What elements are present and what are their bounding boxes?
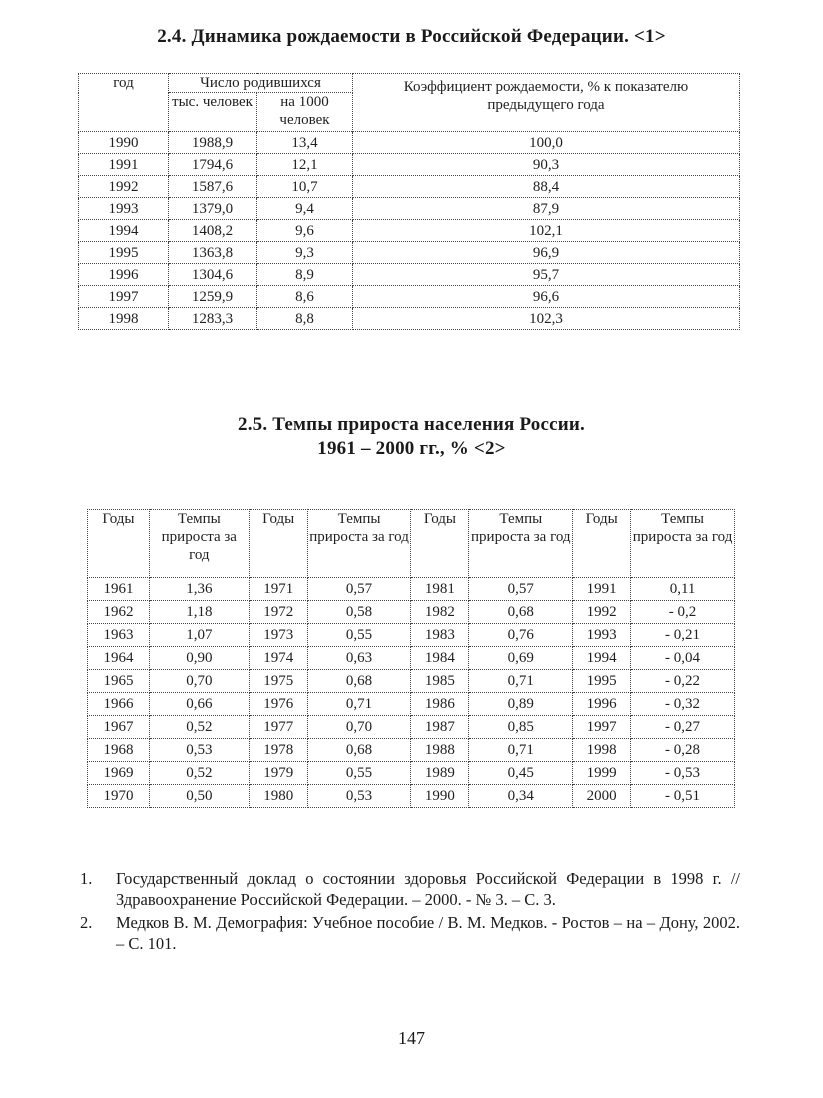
table-cell: 0,68: [307, 670, 411, 693]
table-cell: 1973: [249, 624, 307, 647]
table-cell: 1990: [79, 132, 169, 154]
table-cell: 0,66: [149, 693, 249, 716]
table-cell: 0,85: [469, 716, 573, 739]
table-cell: - 0,53: [631, 762, 735, 785]
header-coefficient: Коэффициент рождаемости, % к показателю предыдущего года: [353, 74, 740, 132]
header-rate-1: Темпы прироста за год: [149, 510, 249, 578]
table-cell: 1998: [573, 739, 631, 762]
header-years-4: Годы: [573, 510, 631, 578]
table-cell: - 0,51: [631, 785, 735, 808]
header-years-3: Годы: [411, 510, 469, 578]
table-cell: 90,3: [353, 154, 740, 176]
table-cell: 1966: [88, 693, 150, 716]
footnote: [80, 912, 740, 954]
table-cell: 1983: [411, 624, 469, 647]
table-cell: 0,71: [307, 693, 411, 716]
table-cell: 0,57: [307, 578, 411, 601]
table-cell: 1991: [573, 578, 631, 601]
table-row: [79, 198, 740, 220]
footnote-text: Государственный доклад о состоянии здоровья Российской Федерации в 1998 г. // Здравоохранение Российской Федерации. – 2000. - № 3. – С. 3.: [116, 869, 740, 909]
table-cell: 0,55: [307, 624, 411, 647]
table-cell: 1981: [411, 578, 469, 601]
header-born: Число родившихся: [169, 74, 353, 93]
table-cell: 1975: [249, 670, 307, 693]
table-cell: 1976: [249, 693, 307, 716]
header-rate-4: Темпы прироста за год: [631, 510, 735, 578]
table-cell: 1962: [88, 601, 150, 624]
table-cell: 13,4: [257, 132, 353, 154]
table-row: [88, 785, 735, 808]
table-cell: - 0,27: [631, 716, 735, 739]
table-cell: 1994: [573, 647, 631, 670]
table-cell: 1978: [249, 739, 307, 762]
table-cell: - 0,32: [631, 693, 735, 716]
table-cell: 1993: [79, 198, 169, 220]
table-cell: 1964: [88, 647, 150, 670]
table-cell: 1961: [88, 578, 150, 601]
table-cell: 1972: [249, 601, 307, 624]
table-cell: 1994: [79, 220, 169, 242]
table-cell: 1998: [79, 308, 169, 330]
table-cell: 1,36: [149, 578, 249, 601]
table-cell: 1985: [411, 670, 469, 693]
table-cell: 1995: [79, 242, 169, 264]
table-cell: - 0,04: [631, 647, 735, 670]
table-cell: 1965: [88, 670, 150, 693]
table-cell: 9,3: [257, 242, 353, 264]
table-row: [88, 670, 735, 693]
table-cell: 0,90: [149, 647, 249, 670]
table-cell: 0,52: [149, 716, 249, 739]
table-cell: 9,6: [257, 220, 353, 242]
table-cell: 0,68: [307, 739, 411, 762]
population-growth-table: [87, 509, 735, 808]
table-cell: 1969: [88, 762, 150, 785]
table-cell: - 0,21: [631, 624, 735, 647]
table-cell: 8,9: [257, 264, 353, 286]
table-row: [88, 624, 735, 647]
table-cell: - 0,22: [631, 670, 735, 693]
table-cell: 1993: [573, 624, 631, 647]
table-cell: 1968: [88, 739, 150, 762]
header-years-1: Годы: [88, 510, 150, 578]
table-cell: 9,4: [257, 198, 353, 220]
table-cell: 0,69: [469, 647, 573, 670]
table-row: [79, 220, 740, 242]
table-cell: 1997: [79, 286, 169, 308]
header-rate-2: Темпы прироста за год: [307, 510, 411, 578]
table-cell: 1989: [411, 762, 469, 785]
table-cell: 0,50: [149, 785, 249, 808]
table-cell: 1997: [573, 716, 631, 739]
table-cell: 8,6: [257, 286, 353, 308]
table-cell: 1970: [88, 785, 150, 808]
footnotes: [80, 868, 740, 956]
table-cell: 1967: [88, 716, 150, 739]
table-cell: 102,1: [353, 220, 740, 242]
table2-title-line1: 2.5. Темпы прироста населения России.: [238, 414, 585, 435]
table-cell: 102,3: [353, 308, 740, 330]
table-cell: 1988,9: [169, 132, 257, 154]
table1-title: 2.4. Динамика рождаемости в Российской Федерации. <1>: [157, 26, 666, 47]
table-cell: 1996: [573, 693, 631, 716]
table-cell: 1992: [573, 601, 631, 624]
table-cell: 1379,0: [169, 198, 257, 220]
table-row: [88, 693, 735, 716]
table-cell: 0,52: [149, 762, 249, 785]
table-row: [88, 762, 735, 785]
table-cell: 0,76: [469, 624, 573, 647]
table-cell: 2000: [573, 785, 631, 808]
footnote-number: 1.: [80, 869, 93, 888]
table-cell: 96,9: [353, 242, 740, 264]
table-cell: 1992: [79, 176, 169, 198]
table-cell: 0,57: [469, 578, 573, 601]
table-cell: 1283,3: [169, 308, 257, 330]
table-cell: 12,1: [257, 154, 353, 176]
footnote-text: Медков В. М. Демография: Учебное пособие / В. М. Медков. - Ростов – на – Дону, 2002. – С. 101.: [116, 913, 740, 953]
table-cell: 0,53: [149, 739, 249, 762]
table-cell: 1996: [79, 264, 169, 286]
page-number: 147: [398, 1028, 425, 1048]
table-cell: 96,6: [353, 286, 740, 308]
table-cell: 1979: [249, 762, 307, 785]
table-row: [79, 264, 740, 286]
table-row: [79, 286, 740, 308]
table-cell: 8,8: [257, 308, 353, 330]
header-year: год: [79, 74, 169, 132]
table-cell: 1,07: [149, 624, 249, 647]
table-cell: 1304,6: [169, 264, 257, 286]
table-cell: 88,4: [353, 176, 740, 198]
table-cell: 0,34: [469, 785, 573, 808]
table-cell: - 0,2: [631, 601, 735, 624]
table-cell: 1986: [411, 693, 469, 716]
table-cell: 1991: [79, 154, 169, 176]
table-cell: 1363,8: [169, 242, 257, 264]
table-cell: 1984: [411, 647, 469, 670]
table-cell: 1988: [411, 739, 469, 762]
table-cell: 1995: [573, 670, 631, 693]
table-row: [79, 242, 740, 264]
table-cell: 0,45: [469, 762, 573, 785]
table-cell: 0,55: [307, 762, 411, 785]
table-cell: 1408,2: [169, 220, 257, 242]
table-row: [79, 132, 740, 154]
table-cell: 0,89: [469, 693, 573, 716]
table-cell: 1794,6: [169, 154, 257, 176]
table-cell: 1974: [249, 647, 307, 670]
table-row: [88, 578, 735, 601]
table-cell: 1987: [411, 716, 469, 739]
table-cell: 10,7: [257, 176, 353, 198]
table-cell: 1980: [249, 785, 307, 808]
table-cell: 1971: [249, 578, 307, 601]
table-cell: 0,63: [307, 647, 411, 670]
table-cell: 1990: [411, 785, 469, 808]
table-cell: 1982: [411, 601, 469, 624]
header-rate-3: Темпы прироста за год: [469, 510, 573, 578]
table-cell: 1259,9: [169, 286, 257, 308]
table-row: [88, 739, 735, 762]
table-cell: 0,58: [307, 601, 411, 624]
table-cell: 1999: [573, 762, 631, 785]
footnote-number: 2.: [80, 913, 93, 932]
table2-title-line2: 1961 – 2000 гг., % <2>: [317, 438, 506, 459]
header-per1000: на 1000 человек: [257, 93, 353, 132]
table-cell: 1,18: [149, 601, 249, 624]
table-cell: 0,68: [469, 601, 573, 624]
footnote: [80, 868, 740, 910]
table-cell: 0,70: [149, 670, 249, 693]
table-cell: 0,71: [469, 739, 573, 762]
table-cell: 100,0: [353, 132, 740, 154]
table-cell: 87,9: [353, 198, 740, 220]
header-years-2: Годы: [249, 510, 307, 578]
header-thousand: тыс. человек: [169, 93, 257, 132]
table-row: [79, 154, 740, 176]
table-row: [88, 647, 735, 670]
table-cell: 1963: [88, 624, 150, 647]
table-cell: 95,7: [353, 264, 740, 286]
table-row: [88, 716, 735, 739]
table-cell: 1977: [249, 716, 307, 739]
table-row: [88, 601, 735, 624]
birth-rate-table: [78, 73, 740, 330]
table-cell: 0,11: [631, 578, 735, 601]
table-cell: 0,53: [307, 785, 411, 808]
table-cell: 0,71: [469, 670, 573, 693]
table-cell: 0,70: [307, 716, 411, 739]
table-row: [79, 308, 740, 330]
table-cell: - 0,28: [631, 739, 735, 762]
table-cell: 1587,6: [169, 176, 257, 198]
table-row: [79, 176, 740, 198]
